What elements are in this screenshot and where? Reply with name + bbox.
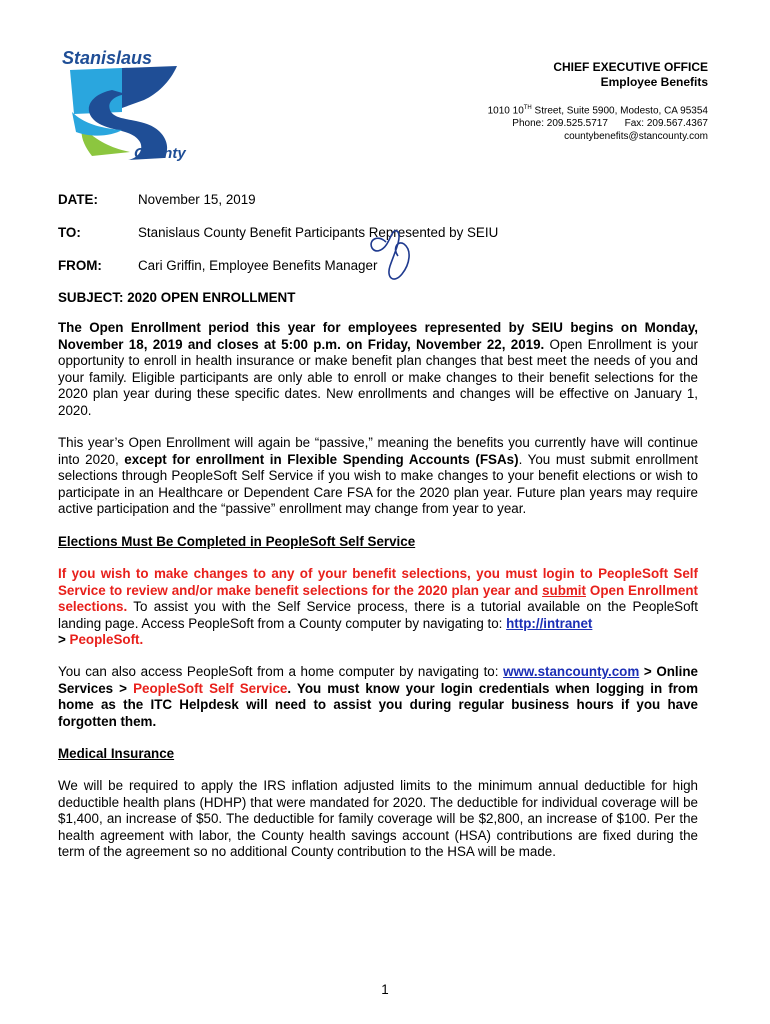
letterhead — [488, 60, 708, 143]
submit-emphasis: submit — [542, 582, 586, 598]
intranet-link[interactable]: http://intranet — [506, 615, 593, 631]
memo-subject-row — [58, 290, 295, 305]
signature-initials — [364, 224, 416, 286]
stanislaus-county-logo — [52, 42, 192, 164]
paragraph-open-enrollment-period — [58, 320, 698, 420]
home-access-text: You can also access PeopleSoft from a home computer by navigating to: — [58, 664, 504, 679]
date-value: November 15, 2019 — [138, 192, 256, 207]
peoplesoft-nav-item: PeopleSoft. — [69, 632, 144, 648]
to-value: Stanislaus County Benefit Participants Represented by SEIU — [138, 225, 499, 240]
login-warning-a: If you wish to make changes to any of your benefit selections, you must login to PeopleSoft Self Service to review and/or make benefit selections for the 2020 plan year and — [58, 566, 698, 598]
section-heading-elections — [58, 534, 698, 551]
logo-top-word: Stanislaus — [62, 48, 153, 68]
email-line[interactable]: countybenefits@stancounty.com — [564, 131, 708, 143]
date-label: DATE: — [58, 192, 98, 207]
tutorial-text: To assist you with the Self Service process, there is a tutorial available on the PeopleSoft landing page. Access PeopleSoft from a County computer by navigating to: — [58, 599, 698, 631]
department-name: Employee Benefits — [600, 75, 708, 89]
enrollment-dates-text: The Open Enrollment period this year for employees represented by SEIU begins on Monday, November 18, 2019 and closes at 5:00 p.m. on Friday, November 22, 2019. — [58, 320, 698, 352]
office-name: CHIEF EXECUTIVE OFFICE — [553, 60, 708, 74]
paragraph-medical-deductible — [58, 778, 698, 861]
paragraph-home-access — [58, 664, 698, 730]
online-services-nav: Online Services — [58, 664, 698, 696]
nav-separator-1: > — [639, 664, 657, 679]
subject-value: 2020 OPEN ENROLLMENT — [127, 290, 296, 305]
passive-text-b: . You must submit enrollment selections through PeopleSoft Self Service if you wish to make changes to your benefit elections or wish to participate in an Healthcare or Dependent Care FSA for the 2020 plan year. Future plan years may require active participation and the “passive” enrollment may change from year to year. — [58, 451, 698, 517]
nav-separator-2: > — [113, 680, 134, 696]
from-value: Cari Griffin, Employee Benefits Manager — [138, 258, 378, 273]
section-heading-medical — [58, 746, 698, 763]
fsa-exception-text: except for enrollment in Flexible Spending Accounts (FSAs) — [124, 451, 519, 467]
enrollment-description: Open Enrollment is your opportunity to enroll in health insurance or make benefit plan changes that best meet the needs of you and your family. Eligible participants are only able to enroll or make changes to their benefit selections for the 2020 plan year during these specific dates. New enrollments and changes will be effective on January 1, 2020. — [58, 336, 698, 418]
nav-separator: > — [58, 632, 70, 648]
stancounty-link[interactable]: www.stancounty.com — [503, 664, 640, 679]
elections-heading: Elections Must Be Completed in PeopleSoft Self Service — [58, 534, 416, 549]
peoplesoft-self-service-nav: PeopleSoft Self Service — [133, 680, 288, 696]
medical-heading: Medical Insurance — [58, 746, 175, 761]
logo-bottom-word: County — [134, 145, 186, 162]
to-label: TO: — [58, 225, 81, 240]
medical-deductible-text: We will be required to apply the IRS inflation adjusted limits to the minimum annual deductible for high deductible health plans (HDHP) that were mandated for 2020. The deductible for individual coverage will be $1,400, an increase of $50. The deductible for family coverage will be $2,800, an increase of $100. Per the health agreement with labor, the County health savings account (HSA) contributions are fixed during the term of the agreement so no additional County contribution to the HSA will be made. — [58, 778, 698, 860]
credentials-warning: . You must know your login credentials when logging in from home as the ITC Helpdesk will need to assist you during regular business hours if you have forgotten them. — [58, 680, 698, 729]
page-number: 1 — [381, 982, 389, 997]
address-line: 1010 10TH Street, Suite 5900, Modesto, CA 95354 — [487, 105, 708, 117]
from-label: FROM: — [58, 258, 102, 273]
subject-label: SUBJECT: — [58, 290, 124, 305]
login-warning-b: Open Enrollment selections. — [58, 582, 698, 615]
paragraph-login-instructions — [58, 566, 698, 649]
phone-fax-line: Phone: 209.525.5717 Fax: 209.567.4367 — [512, 118, 708, 130]
passive-text-a: This year’s Open Enrollment will again be “passive,” meaning the benefits you currently have will continue into 2020, — [58, 435, 698, 467]
paragraph-passive-enrollment — [58, 435, 698, 518]
